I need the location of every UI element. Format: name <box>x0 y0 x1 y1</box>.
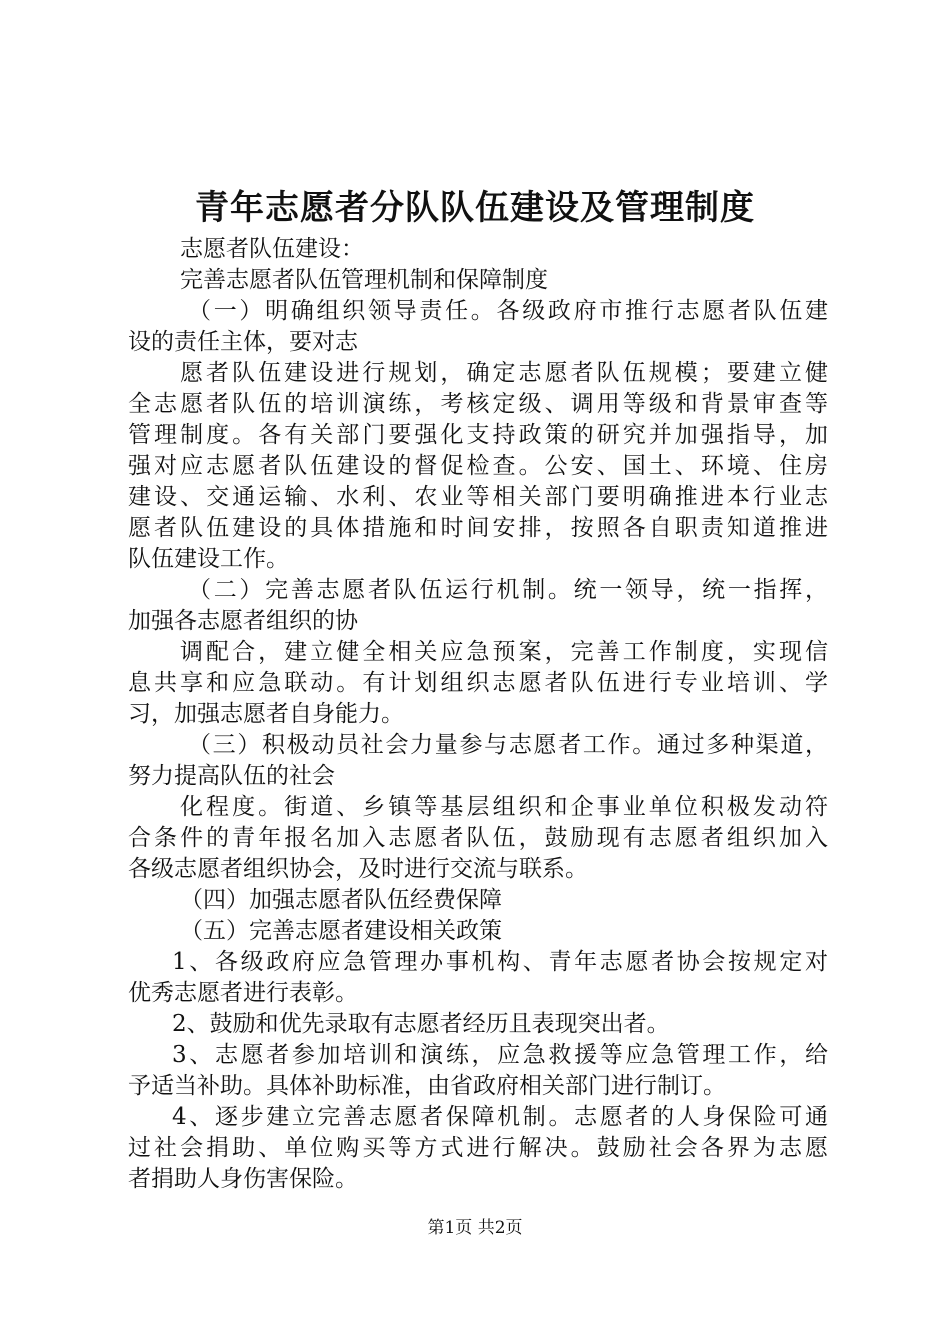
document-body <box>128 234 828 1195</box>
text-line: 调配合，建立健全相关应急预案，完善工作制度，实现信 <box>180 639 828 665</box>
text-line: 习，加强志愿者自身能力。 <box>128 701 404 727</box>
text-line: 优秀志愿者进行表彰。 <box>128 980 358 1006</box>
text-line: 队伍建设工作。 <box>128 546 289 572</box>
text-line: （五）完善志愿者建设相关政策 <box>180 918 502 944</box>
document-title: 青年志愿者分队队伍建设及管理制度 <box>195 188 755 228</box>
text-line: 1、各级政府应急管理办事机构、青年志愿者协会按规定对 <box>172 949 828 975</box>
text-line: 各级志愿者组织协会，及时进行交流与联系。 <box>128 856 588 882</box>
text-line: （二）完善志愿者队伍运行机制。统一领导，统一指挥， <box>188 577 828 603</box>
text-line: 全志愿者队伍的培训演练，考核定级、调用等级和背景审查等 <box>128 391 828 417</box>
text-line: 强对应志愿者队伍建设的督促检查。公安、国土、环境、住房 <box>128 453 828 479</box>
text-line: 过社会捐助、单位购买等方式进行解决。鼓励社会各界为志愿 <box>128 1135 828 1161</box>
text-line: 努力提高队伍的社会 <box>128 763 335 789</box>
text-line: 完善志愿者队伍管理机制和保障制度 <box>180 267 548 293</box>
text-line: 加强各志愿者组织的协 <box>128 608 358 634</box>
text-line: 管理制度。各有关部门要强化支持政策的研究并加强指导，加 <box>128 422 828 448</box>
page-footer: 第1页 共2页 <box>427 1218 523 1238</box>
text-line: 4、逐步建立完善志愿者保障机制。志愿者的人身保险可通 <box>172 1104 828 1130</box>
text-line: 化程度。街道、乡镇等基层组织和企事业单位积极发动符 <box>180 794 828 820</box>
text-line: 愿者队伍建设的具体措施和时间安排，按照各自职责知道推进 <box>128 515 828 541</box>
text-line: 者捐助人身伤害保险。 <box>128 1166 358 1192</box>
text-line: 建设、交通运输、水利、农业等相关部门要明确推进本行业志 <box>128 484 828 510</box>
text-line: 予适当补助。具体补助标准，由省政府相关部门进行制订。 <box>128 1073 726 1099</box>
text-line: 合条件的青年报名加入志愿者队伍，鼓励现有志愿者组织加入 <box>128 825 828 851</box>
text-line: 设的责任主体，要对志 <box>128 329 358 355</box>
text-line: 志愿者队伍建设： <box>180 236 364 262</box>
text-line: （四）加强志愿者队伍经费保障 <box>180 887 502 913</box>
text-line: 息共享和应急联动。有计划组织志愿者队伍进行专业培训、学 <box>128 670 828 696</box>
text-line: （三）积极动员社会力量参与志愿者工作。通过多种渠道， <box>188 732 828 758</box>
text-line: 2、鼓励和优先录取有志愿者经历且表现突出者。 <box>172 1011 670 1037</box>
text-line: （一）明确组织领导责任。各级政府市推行志愿者队伍建 <box>188 298 828 324</box>
text-line: 3、志愿者参加培训和演练，应急救援等应急管理工作，给 <box>172 1042 828 1068</box>
text-line: 愿者队伍建设进行规划，确定志愿者队伍规模；要建立健 <box>180 360 828 386</box>
